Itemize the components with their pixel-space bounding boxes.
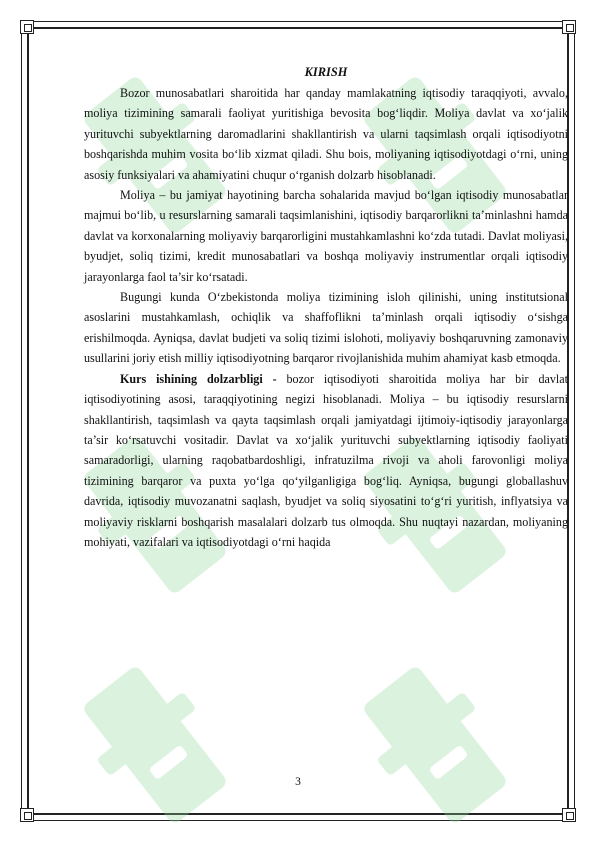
relevance-text: bozor iqtisodiyoti sharoitida moliya har bir davlat iqtisodiyotining asosi, taraqqiyotining negizi hisoblanadi. Moliya – bu iqtisodiy resurslarni shakllantirish, taqsimlash va qayta taqsimlash orqali jamiyatdagi ijtimoiy-iqtisodiy jarayonlarga ta’sir ko‘rsatuvchi vositadir. Davlat va xo‘jalik yurituvchi subyektlarning iqtisodiy faoliyati samaradorligi, ularning raqobatbardoshligi, infratuzilma rivoji va aholi farovonligi moliya tizimining barqaror va puxta yo‘lga qo‘yilganligiga bog‘liq. Ayniqsa, bugungi globallashuv davrida, iqtisodiy muvozanatni saqlash, byudjet va soliq siyosatini to‘g‘ri yuritish, inflyatsiya va moliyaviy risklarni boshqarish masalalari dolzarb tus olmoqda. Shu nuqtayi nazardan, moliyaning mohiyati, vazifalari va iqtisodiyotdagi o‘rni haqida	[84, 371, 568, 549]
section-title: KIRISH	[304, 65, 348, 79]
border-corner-ornament	[20, 20, 34, 34]
paragraph-finance-definition: Moliya – bu jamiyat hayotining barcha sohalarida mavjud bo‘lgan iqtisodiy munosabatlar majmui bo‘lib, u resurslarning samarali taqsimlanishini, iqtisodiy barqarorlikni ta’minlashni hamda davlat va korxonalarning moliyaviy barqarorligini mustahkamlashni ko‘zda tutadi. Davlat moliyasi, byudjet, soliq tizimi, kredit munosabatlari va boshqa moliyaviy instrumentlar orqali iqtisodiy jarayonlarga faol ta’sir ko‘rsatadi.	[84, 188, 568, 284]
relevance-label: Kurs ishining dolzarbligi -	[120, 371, 277, 386]
border-corner-ornament	[20, 808, 34, 822]
paragraph-relevance	[84, 369, 568, 553]
paragraph-intro: Bozor munosabatlari sharoitida har qanday mamlakatning iqtisodiy taraqqiyoti, avvalo, moliya tizimining samarali faoliyat yuritishiga bevosita bog‘liqdir. Moliya davlat va xo‘jalik yurituvchi subyektlarning daromadlarini shakllantirish va ularni taqsimlash orqali iqtisodiyotni boshqarishda muhim vosita bo‘lib xizmat qiladi. Shu bois, moliyaning iqtisodiyotdagi o‘rni, uning asosiy funksiyalari va ahamiyatini chuqur o‘rganish dolzarb hisoblanadi.	[84, 86, 568, 182]
document-body	[84, 62, 568, 552]
border-corner-ornament	[562, 20, 576, 34]
page-number: 3	[295, 776, 301, 788]
paragraph-uzbekistan-reform: Bugungi kunda O‘zbekistonda moliya tizimining isloh qilinishi, uning institutsional asoslarini mustahkamlash, ochiqlik va shaffoflikni ta’minlash orqali iqtisodiy o‘sishga erishilmoqda. Ayniqsa, davlat budjeti va soliq tizimi islohoti, moliyaviy boshqaruvning zamonaviy usullarini joriy etish milliy iqtisodiyotning barqaror rivojlanishida muhim ahamiyat kasb etmoqda.	[84, 290, 568, 366]
border-corner-ornament	[562, 808, 576, 822]
